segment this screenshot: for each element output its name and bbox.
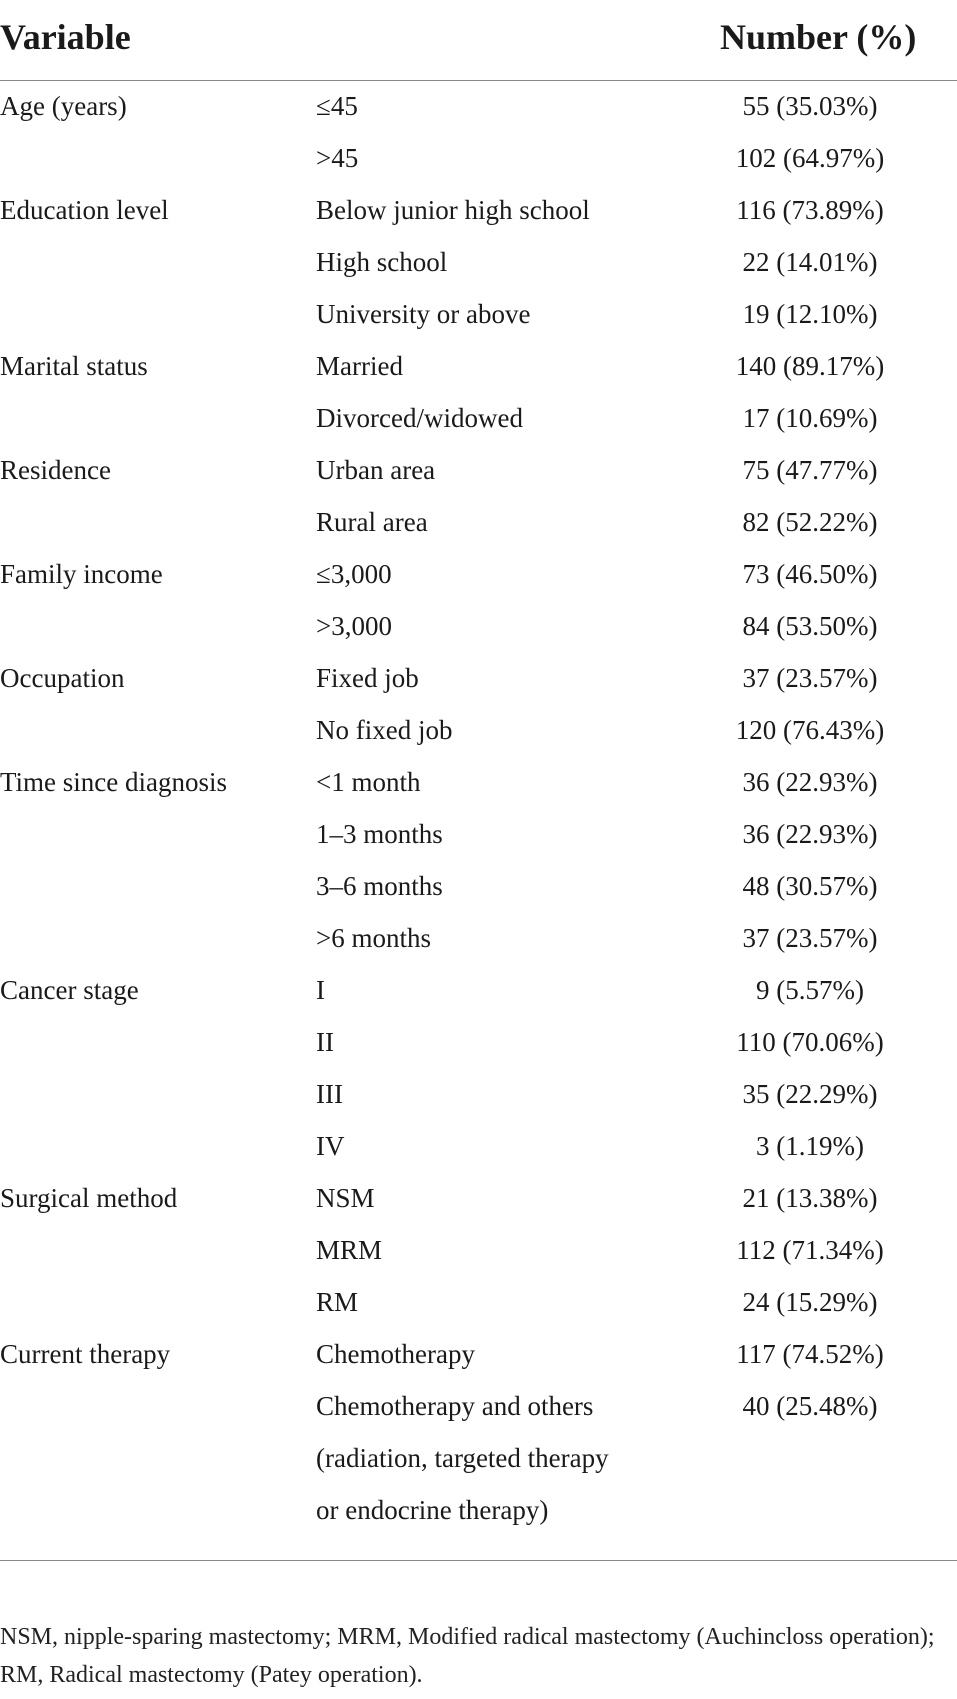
row-number: 116 (73.89%) [736, 195, 884, 225]
row-number: 140 (89.17%) [735, 351, 885, 381]
row-variable: Residence [0, 455, 111, 485]
row-number: 36 (22.93%) [742, 819, 878, 849]
row-variable: Time since diagnosis [0, 767, 228, 797]
row-category: IV [316, 1131, 345, 1161]
row-category: <1 month [316, 767, 421, 797]
row-category: NSM [316, 1183, 375, 1213]
row-number: 24 (15.29%) [742, 1287, 878, 1317]
row-category: 3–6 months [316, 871, 443, 901]
row-variable: Cancer stage [0, 975, 139, 1005]
row-category: Rural area [316, 507, 428, 537]
row-variable: Age (years) [0, 91, 127, 121]
row-number: 9 (5.57%) [756, 975, 864, 1005]
row-variable: Family income [0, 559, 163, 589]
row-category: I [316, 975, 325, 1005]
row-category: University or above [316, 299, 531, 329]
row-number: 84 (53.50%) [742, 611, 878, 641]
table-footnote: NSM, nipple-sparing mastectomy; MRM, Modified radical mastectomy (Auchincloss operation); RM, Radical mastectomy (Patey operation). [0, 1624, 935, 1688]
row-variable: Current therapy [0, 1339, 171, 1369]
row-category: II [316, 1027, 334, 1057]
row-number: 19 (12.10%) [742, 299, 878, 329]
row-category: (radiation, targeted therapy [316, 1443, 609, 1473]
header-variable: Variable [0, 17, 131, 57]
row-category: Urban area [316, 455, 436, 485]
row-variable: Education level [0, 195, 169, 225]
row-category: Divorced/widowed [316, 403, 523, 433]
row-number: 117 (74.52%) [736, 1339, 884, 1369]
row-category: Fixed job [316, 663, 419, 693]
row-variable: Occupation [0, 663, 125, 693]
row-number: 55 (35.03%) [742, 91, 878, 121]
header-number: Number (%) [720, 17, 917, 57]
row-number: 22 (14.01%) [742, 247, 878, 277]
row-number: 73 (46.50%) [742, 559, 878, 589]
row-variable: Marital status [0, 351, 148, 381]
row-number: 102 (64.97%) [735, 143, 885, 173]
row-number: 21 (13.38%) [742, 1183, 878, 1213]
row-number: 75 (47.77%) [742, 455, 878, 485]
row-category: ≤3,000 [316, 559, 392, 589]
row-number: 110 (70.06%) [736, 1027, 884, 1057]
row-number: 37 (23.57%) [742, 663, 878, 693]
row-category: ≤45 [316, 91, 358, 121]
row-number: 120 (76.43%) [735, 715, 885, 745]
row-number: 3 (1.19%) [756, 1131, 864, 1161]
row-category: Chemotherapy [316, 1339, 475, 1369]
row-category: III [316, 1079, 343, 1109]
row-number: 17 (10.69%) [742, 403, 878, 433]
row-category: >3,000 [316, 611, 392, 641]
row-number: 48 (30.57%) [742, 871, 878, 901]
row-category: RM [316, 1287, 359, 1317]
row-number: 40 (25.48%) [742, 1391, 878, 1421]
row-category: High school [316, 247, 448, 277]
row-category: MRM [316, 1235, 383, 1265]
row-category: 1–3 months [316, 819, 443, 849]
row-category: No fixed job [316, 715, 453, 745]
row-number: 35 (22.29%) [742, 1079, 878, 1109]
row-category: or endocrine therapy) [316, 1495, 549, 1525]
row-number: 36 (22.93%) [742, 767, 878, 797]
row-number: 37 (23.57%) [742, 923, 878, 953]
row-number: 82 (52.22%) [742, 507, 878, 537]
row-category: Married [316, 351, 403, 381]
row-category: Chemotherapy and others [316, 1391, 594, 1421]
row-variable: Surgical method [0, 1183, 178, 1213]
row-category: >45 [316, 143, 359, 173]
row-category: >6 months [316, 923, 431, 953]
row-category: Below junior high school [316, 195, 590, 225]
bottom-rule [0, 1560, 957, 1561]
row-number: 112 (71.34%) [736, 1235, 884, 1265]
